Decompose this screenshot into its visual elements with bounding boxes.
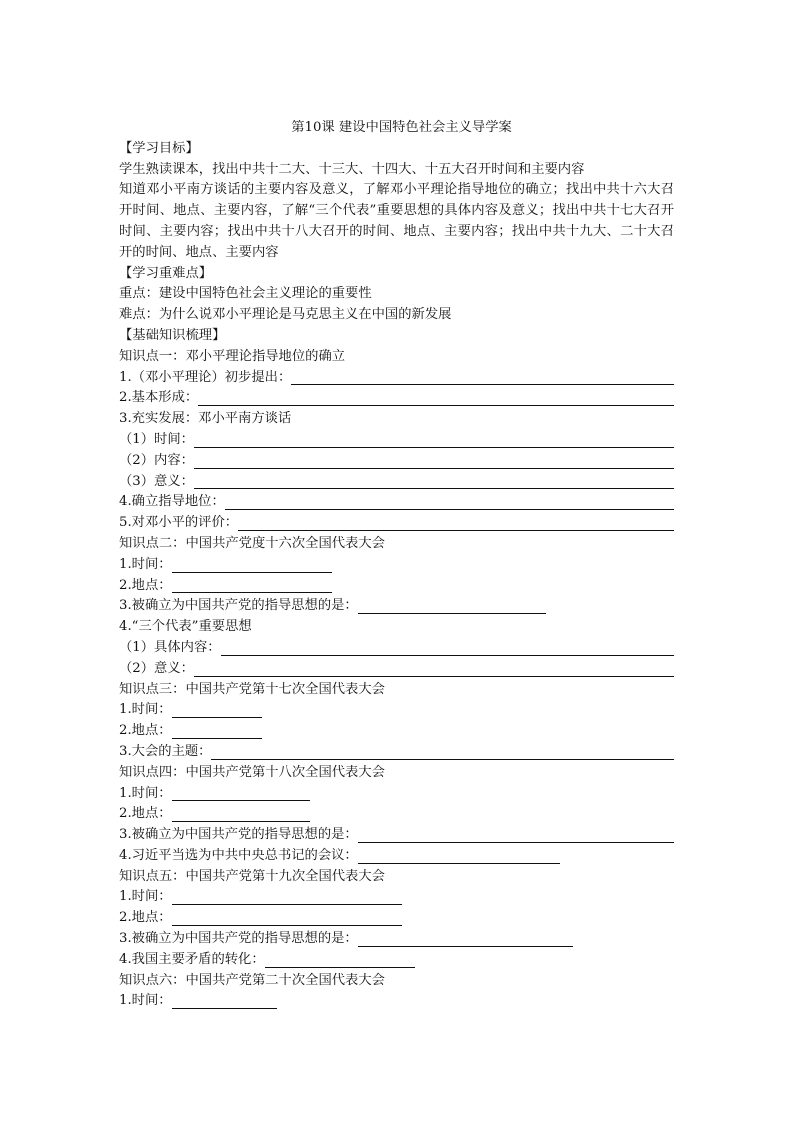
- question-label: （2）意义：: [119, 660, 194, 676]
- question-item: [119, 742, 674, 763]
- knowledge-sections: [119, 347, 674, 1013]
- question-item: [119, 784, 674, 805]
- question-item: [119, 804, 674, 825]
- answer-blank[interactable]: [172, 786, 310, 801]
- answer-blank[interactable]: [358, 849, 560, 864]
- question-item: [119, 638, 674, 659]
- section-heading: 知识点五：中国共产党第十九次全国代表大会: [119, 868, 385, 884]
- section-heading: 知识点六：中国共产党第二十次全国代表大会: [119, 972, 385, 988]
- answer-blank[interactable]: [225, 495, 674, 510]
- answer-blank[interactable]: [172, 890, 402, 905]
- answer-blank[interactable]: [172, 807, 310, 822]
- answer-blank[interactable]: [172, 724, 262, 739]
- question-item: [119, 929, 674, 950]
- question-label: 3.充实发展：邓小平南方谈话: [119, 411, 292, 427]
- question-label: 4.“三个代表”重要思想: [119, 619, 252, 635]
- section-heading: 知识点二：中国共产党度十六次全国代表大会: [119, 535, 385, 551]
- answer-blank[interactable]: [265, 953, 415, 968]
- page-title: 第10课 建设中国特色社会主义导学案: [291, 120, 512, 135]
- answer-blank[interactable]: [194, 454, 674, 469]
- question-item: [119, 492, 674, 513]
- question-label: 2.地点：: [119, 806, 172, 822]
- question-item: [119, 659, 674, 680]
- objectives-heading: 【学习目标】: [119, 140, 199, 156]
- question-label: 2.基本形成：: [119, 390, 199, 406]
- question-label: 4.习近平当选为中共中央总书记的会议：: [119, 847, 358, 863]
- question-item: [119, 950, 674, 971]
- question-item: [119, 825, 674, 846]
- question-item: [119, 617, 674, 638]
- question-item: [119, 451, 674, 472]
- question-item: [119, 368, 674, 389]
- question-label: 3.被确立为中国共产党的指导思想的是：: [119, 931, 358, 947]
- question-label: （1）具体内容：: [119, 639, 221, 655]
- question-label: 1.时间：: [119, 702, 172, 718]
- worksheet-content: [119, 118, 674, 1012]
- question-label: 3.被确立为中国共产党的指导思想的是：: [119, 827, 358, 843]
- key-points-heading: 【学习重难点】: [119, 265, 213, 281]
- question-label: （1）时间：: [119, 431, 194, 447]
- question-item: [119, 721, 674, 742]
- question-label: 1.时间：: [119, 993, 172, 1009]
- question-label: 4.我国主要矛盾的转化：: [119, 951, 265, 967]
- question-item: [119, 513, 674, 534]
- section-heading: 知识点四：中国共产党第十八次全国代表大会: [119, 764, 385, 780]
- question-item: [119, 991, 674, 1012]
- answer-blank[interactable]: [238, 516, 674, 531]
- answer-blank[interactable]: [172, 994, 277, 1009]
- question-label: 3.大会的主题：: [119, 743, 212, 759]
- section-heading: 知识点一：邓小平理论指导地位的确立: [119, 348, 346, 364]
- question-label: 5.对邓小平的评价：: [119, 515, 239, 531]
- question-item: [119, 555, 674, 576]
- question-label: 3.被确立为中国共产党的指导思想的是：: [119, 598, 358, 614]
- difficulty-line: 难点：为什么说邓小平理论是马克思主义在中国的新发展: [119, 307, 452, 323]
- question-label: 2.地点：: [119, 910, 172, 926]
- answer-blank[interactable]: [194, 662, 674, 677]
- answer-blank[interactable]: [194, 433, 674, 448]
- question-label: 1.时间：: [119, 785, 172, 801]
- answer-blank[interactable]: [221, 641, 674, 656]
- section-heading: 知识点三：中国共产党第十七次全国代表大会: [119, 681, 385, 697]
- question-item: [119, 846, 674, 867]
- answer-blank[interactable]: [172, 578, 332, 593]
- answer-blank[interactable]: [172, 703, 262, 718]
- question-item: [119, 472, 674, 493]
- answer-blank[interactable]: [194, 474, 674, 489]
- question-item: [119, 887, 674, 908]
- question-label: 1.时间：: [119, 889, 172, 905]
- answer-blank[interactable]: [198, 391, 674, 406]
- basics-heading: 【基础知识梳理】: [119, 327, 226, 343]
- question-label: （3）意义：: [119, 473, 194, 489]
- objective-line-1: 学生熟读课本，找出中共十二大、十三大、十四大、十五大召开时间和主要内容: [119, 161, 585, 177]
- question-item: [119, 388, 674, 409]
- question-label: 2.地点：: [119, 723, 172, 739]
- question-label: （2）内容：: [119, 452, 194, 468]
- answer-blank[interactable]: [172, 558, 332, 573]
- question-item: [119, 700, 674, 721]
- answer-blank[interactable]: [358, 599, 546, 614]
- question-item: [119, 409, 674, 430]
- question-label: 1.时间：: [119, 556, 172, 572]
- question-label: 2.地点：: [119, 577, 172, 593]
- question-item: [119, 908, 674, 929]
- question-item: [119, 430, 674, 451]
- answer-blank[interactable]: [211, 745, 674, 760]
- answer-blank[interactable]: [291, 370, 674, 385]
- question-item: [119, 596, 674, 617]
- objective-line-2: 知道邓小平南方谈话的主要内容及意义，了解邓小平理论指导地位的确立；找出中共十六大召开时间、地点、主要内容，了解“三个代表”重要思想的具体内容及意义；找出中共十七大召开时间、主要内容；找出中共十八大召开的时间、地点、主要内容；找出中共十九大、二十大召开的时间、地点、主要内容: [119, 182, 674, 260]
- focus-line: 重点：建设中国特色社会主义理论的重要性: [119, 286, 372, 302]
- answer-blank[interactable]: [358, 932, 573, 947]
- question-item: [119, 576, 674, 597]
- question-label: 4.确立指导地位：: [119, 494, 225, 510]
- question-label: 1.（邓小平理论）初步提出：: [119, 369, 292, 385]
- answer-blank[interactable]: [358, 828, 674, 843]
- answer-blank[interactable]: [172, 911, 402, 926]
